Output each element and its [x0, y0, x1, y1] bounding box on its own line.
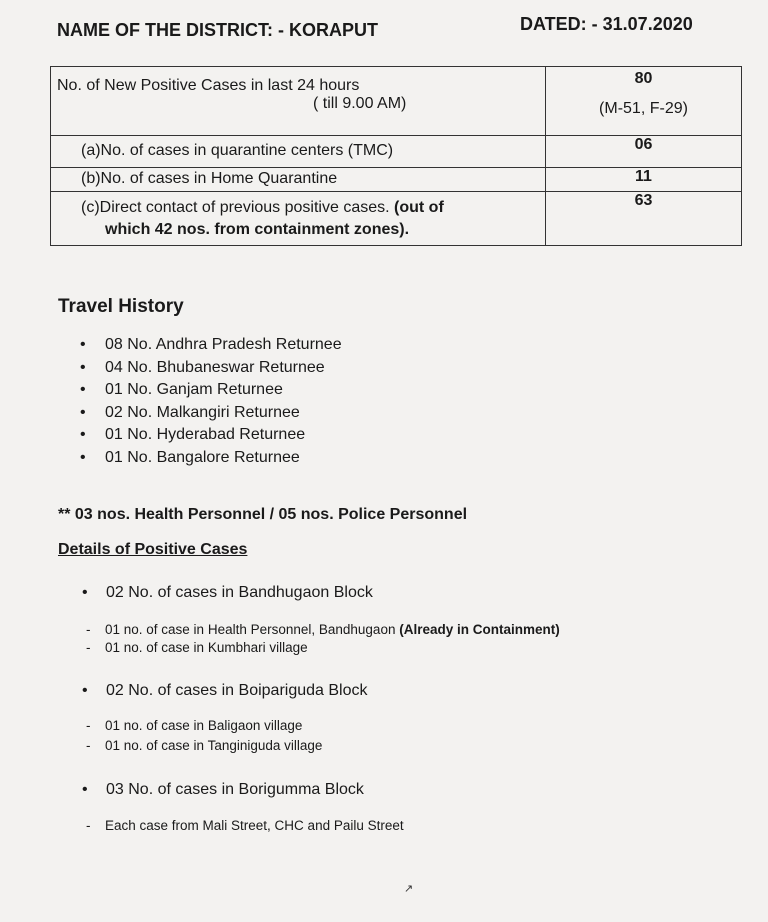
new-cases-value: 80 [634, 70, 653, 87]
table-row [51, 192, 742, 246]
containment-note: (Already in Containment) [399, 622, 560, 637]
date-heading: DATED: - 31.07.2020 [520, 14, 693, 34]
direct-contact-label [51, 192, 545, 241]
dash-marker: - [86, 718, 91, 733]
sub-item [86, 640, 308, 655]
dash-marker: - [86, 738, 91, 753]
sub-item-text: 01 no. of case in Baligaon village [105, 718, 303, 733]
list-item: • 08 No. Andhra Pradesh Returnee [80, 334, 342, 357]
table-cell-value [546, 168, 742, 192]
case-summary-table [50, 66, 742, 246]
table-cell-label [51, 136, 546, 168]
sub-item-text: 01 no. of case in Tanginiguda village [105, 738, 323, 753]
table-row [51, 136, 742, 168]
travel-history-list [80, 334, 342, 470]
sub-item [86, 718, 302, 733]
sub-item [86, 738, 322, 753]
list-item: • 02 No. Malkangiri Returnee [80, 402, 342, 425]
quarantine-centers-value: 06 [634, 136, 653, 153]
direct-contact-bold: (out of [394, 199, 444, 216]
table-row [51, 67, 742, 136]
sub-item-text: 01 no. of case in Kumbhari village [105, 640, 308, 655]
dash-marker: - [86, 622, 91, 637]
home-quarantine-label: (b)No. of cases in Home Quarantine [81, 170, 338, 187]
sub-item [86, 818, 404, 833]
table-cell-label [51, 168, 546, 192]
block-heading-borigumma: • 03 No. of cases in Borigumma Block [82, 781, 364, 799]
list-item: • 04 No. Bhubaneswar Returnee [80, 357, 342, 380]
dash-marker: - [86, 640, 91, 655]
table-cell-value [546, 67, 742, 136]
dash-marker: - [86, 818, 91, 833]
quarantine-centers-label: (a)No. of cases in quarantine centers (TMC) [81, 142, 394, 159]
table-cell-label [51, 67, 546, 136]
sub-item-text: Each case from Mali Street, CHC and Pailu Street [105, 818, 404, 833]
block-heading-boipariguda: • 02 No. of cases in Boipariguda Block [82, 682, 367, 700]
district-heading: NAME OF THE DISTRICT: - KORAPUT [57, 20, 378, 40]
list-item: • 01 No. Ganjam Returnee [80, 379, 342, 402]
stray-mark: ↗ [404, 883, 414, 895]
travel-history-title: Travel History [58, 296, 184, 317]
sub-item-text: 01 no. of case in Health Personnel, Bandhugaon [105, 622, 396, 637]
sub-item [86, 622, 560, 637]
new-cases-label: No. of New Positive Cases in last 24 hours [57, 77, 360, 94]
direct-contact-continuation: which 42 nos. from containment zones). [105, 221, 410, 238]
table-cell-label [51, 192, 546, 246]
list-item: • 01 No. Bangalore Returnee [80, 447, 342, 470]
details-title: Details of Positive Cases [58, 541, 248, 558]
list-item: • 01 No. Hyderabad Returnee [80, 424, 342, 447]
direct-contact-value: 63 [634, 192, 653, 209]
table-cell-value [546, 136, 742, 168]
personnel-note: ** 03 nos. Health Personnel / 05 nos. Police Personnel [58, 506, 468, 523]
table-cell-value [546, 192, 742, 246]
new-cases-sublabel: ( till 9.00 AM) [313, 95, 407, 112]
block-heading-bandhugaon: • 02 No. of cases in Bandhugaon Block [82, 584, 373, 602]
table-row [51, 168, 742, 192]
gender-breakdown: (M-51, F-29) [599, 100, 688, 117]
home-quarantine-value: 11 [635, 168, 652, 185]
direct-contact-text: (c)Direct contact of previous positive cases. [81, 199, 390, 216]
